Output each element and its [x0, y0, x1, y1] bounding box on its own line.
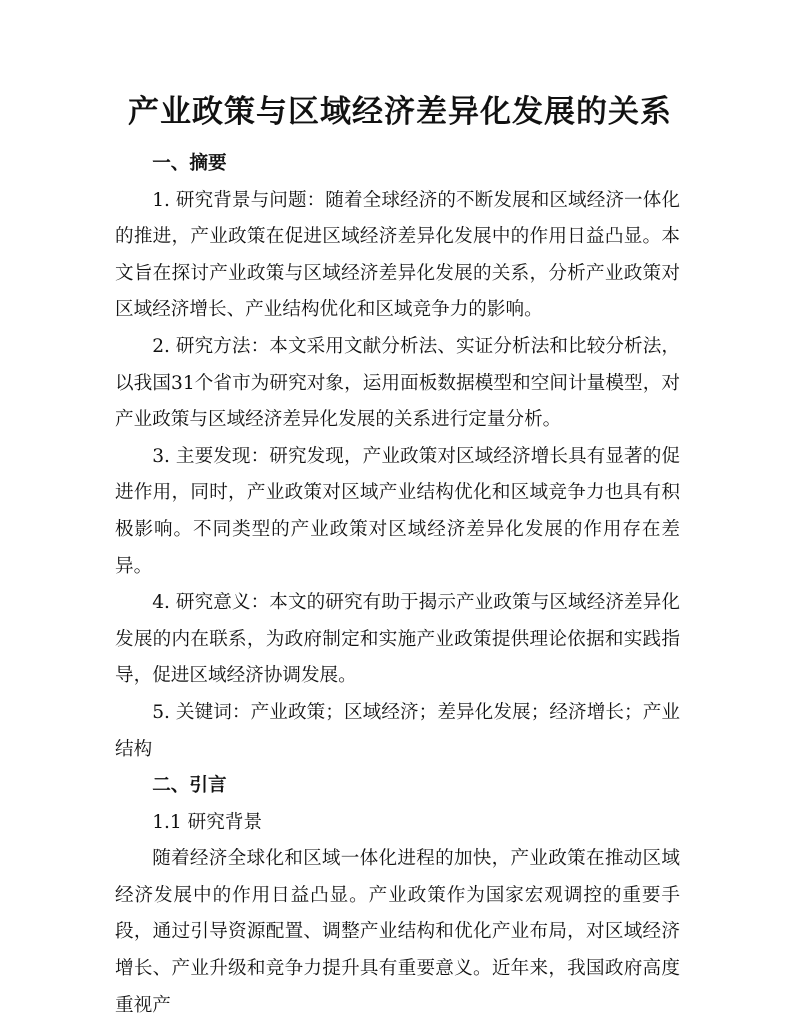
abstract-item-2: 2. 研究方法：本文采用文献分析法、实证分析法和比较分析法，以我国31个省市为研究对象，运用面板数据模型和空间计量模型，对产业政策与区域经济差异化发展的关系进行定量分析。: [115, 335, 680, 431]
abstract-heading: 一、摘要: [152, 153, 227, 174]
intro-paragraph: 随着经济全球化和区域一体化进程的加快，产业政策在推动区域经济发展中的作用日益凸显。产业政策作为国家宏观调控的重要手段，通过引导资源配置、调整产业结构和优化产业布局，对区域经济增长、产业升级和竞争力提升具有重要意义。近年来，我国政府高度重视产: [115, 848, 680, 1016]
abstract-item-5: 5. 关键词：产业政策；区域经济；差异化发展；经济增长；产业结构: [115, 701, 680, 760]
abstract-item-3: 3. 主要发现：研究发现，产业政策对区域经济增长具有显著的促进作用，同时，产业政策对区域产业结构优化和区域竞争力也具有积极影响。不同类型的产业政策对区域经济差异化发展的作用存在差异。: [115, 445, 680, 577]
abstract-item-4: 4. 研究意义：本文的研究有助于揭示产业政策与区域经济差异化发展的内在联系，为政府制定和实施产业政策提供理论依据和实践指导，促进区域经济协调发展。: [115, 592, 680, 687]
document-body: [115, 146, 680, 1024]
document-title: 产业政策与区域经济差异化发展的关系: [128, 94, 672, 130]
intro-heading: 二、引言: [152, 775, 227, 797]
abstract-item-1: 1. 研究背景与问题：随着全球经济的不断发展和区域经济一体化的推进，产业政策在促进区域经济差异化发展中的作用日益凸显。本文旨在探讨产业政策与区域经济差异化发展的关系，分析产业政策对区域经济增长、产业结构优化和区域竞争力的影响。: [115, 189, 680, 321]
intro-subheading: 1.1 研究背景: [152, 811, 263, 833]
